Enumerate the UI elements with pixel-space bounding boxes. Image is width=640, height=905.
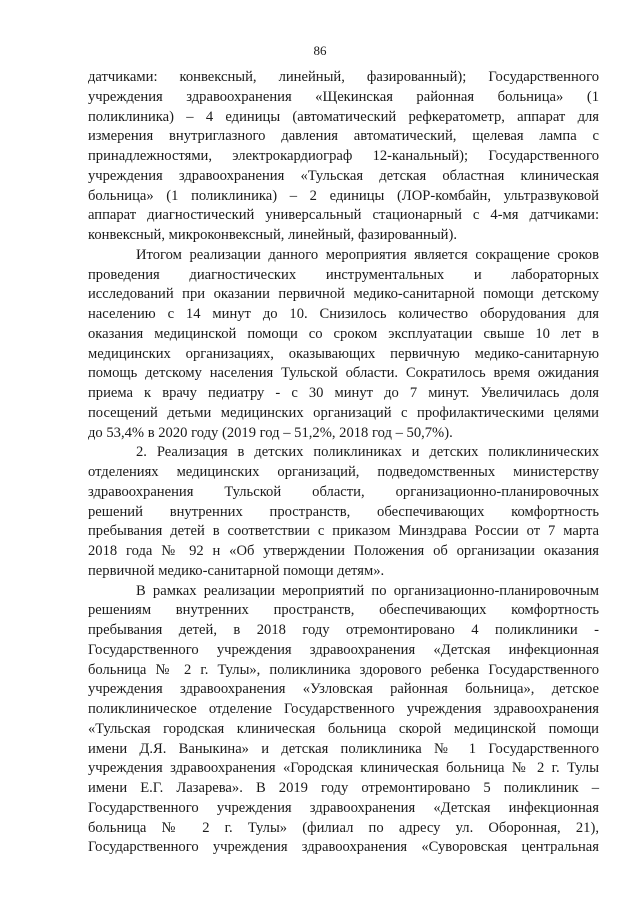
text-line: отделениях медицинских организаций, подведомственных министерству: [88, 464, 599, 480]
text-line: приема к врачу педиатру - с 30 минут до 7 минут. Увеличилась доля: [88, 385, 599, 401]
paragraph-first-line: В рамках реализации мероприятий по организационно-планировочным: [136, 582, 599, 599]
text-line: пребывания детей, в 2018 году отремонтировано 4 поликлиники -: [88, 622, 599, 638]
text-line: аппарат диагностический универсальный стационарный с 4-мя датчиками:: [88, 207, 599, 224]
text-line: измерения внутриглазного давления автоматический, щелевая лампа с: [88, 128, 599, 145]
text-line: учреждения здравоохранения «Городская клиническая больница № 2 г. Тулы: [88, 760, 599, 777]
text-line: конвексный, микроконвексный, линейный, фазированный).: [88, 227, 457, 243]
text-line: проведения диагностических инструментальных и лабораторных: [88, 266, 599, 283]
text-line: больница № 2 г. Тулы», поликлиника здорового ребенка Государственного: [88, 661, 599, 678]
text-line: имени Д.Я. Ваныкина» и детская поликлиника № 1 Государственного: [88, 740, 599, 757]
text-line: Государственного учреждения здравоохранения «Суворовская центральная: [88, 839, 599, 856]
text-line: помощь детскому населения Тульской области. Сократилось время ожидания: [88, 365, 599, 382]
text-line: оказания медицинской помощи со сроком эксплуатации свыше 10 лет в: [88, 325, 599, 342]
text-line: учреждения здравоохранения «Щекинская районная больница» (1: [88, 88, 599, 105]
text-line: решениям внутренних пространств, обеспечивающих комфортность: [88, 602, 599, 619]
text-line: имени Е.Г. Лазарева». В 2019 году отремонтировано 5 поликлиник –: [88, 780, 599, 796]
paragraph-first-line: Итогом реализации данного мероприятия является сокращение сроков: [136, 246, 599, 263]
text-line: здравоохранения Тульской области, организационно-планировочных: [88, 483, 599, 500]
text-line: больница» (1 поликлиника) – 2 единицы (ЛОР-комбайн, ультразвуковой: [88, 187, 599, 204]
text-line: до 53,4% в 2020 году (2019 год – 51,2%, 2018 год – 50,7%).: [88, 424, 453, 441]
text-line: больница № 2 г. Тулы» (филиал по адресу ул. Оборонная, 21),: [88, 819, 599, 836]
text-line: решений внутренних пространств, обеспечивающих комфортность: [88, 503, 599, 520]
document-body: [88, 68, 599, 858]
text-line: поликлиническое отделение Государственного учреждения здравоохранения: [88, 701, 599, 717]
text-line: Государственного учреждения здравоохранения «Детская инфекционная: [88, 799, 599, 816]
text-line: населению с 14 минут до 10. Снизилось количество оборудования для: [88, 306, 599, 322]
text-line: исследований при оказании первичной медико-санитарной помощи детскому: [88, 286, 599, 303]
text-line: датчиками: конвексный, линейный, фазированный); Государственного: [88, 69, 599, 85]
text-line: поликлиника) – 4 единицы (автоматический рефкератометр, аппарат для: [88, 108, 599, 125]
text-line: медицинских организациях, оказывающих первичную медико-санитарную: [88, 345, 599, 362]
text-line: «Тульская городская клиническая больница скорой медицинской помощи: [88, 720, 599, 737]
text-line: Государственного учреждения здравоохранения «Детская инфекционная: [88, 641, 599, 658]
page-number: 86: [313, 43, 327, 58]
text-line: посещений детьми медицинских организаций с профилактическими целями: [88, 404, 599, 421]
paragraph-first-line: 2. Реализация в детских поликлиниках и детских поликлинических: [136, 444, 599, 461]
text-line: учреждения здравоохранения «Тульская детская областная клиническая: [88, 167, 599, 184]
text-line: 2018 года № 92 н «Об утверждении Положения об организации оказания: [88, 543, 599, 559]
text-line: первичной медико-санитарной помощи детям».: [88, 562, 385, 579]
text-line: пребывания детей в соответствии с приказом Минздрава России от 7 марта: [88, 523, 599, 540]
text-line: принадлежностями, электрокардиограф 12-канальный); Государственного: [88, 148, 599, 164]
text-line: учреждения здравоохранения «Узловская районная больница», детское: [88, 681, 599, 698]
